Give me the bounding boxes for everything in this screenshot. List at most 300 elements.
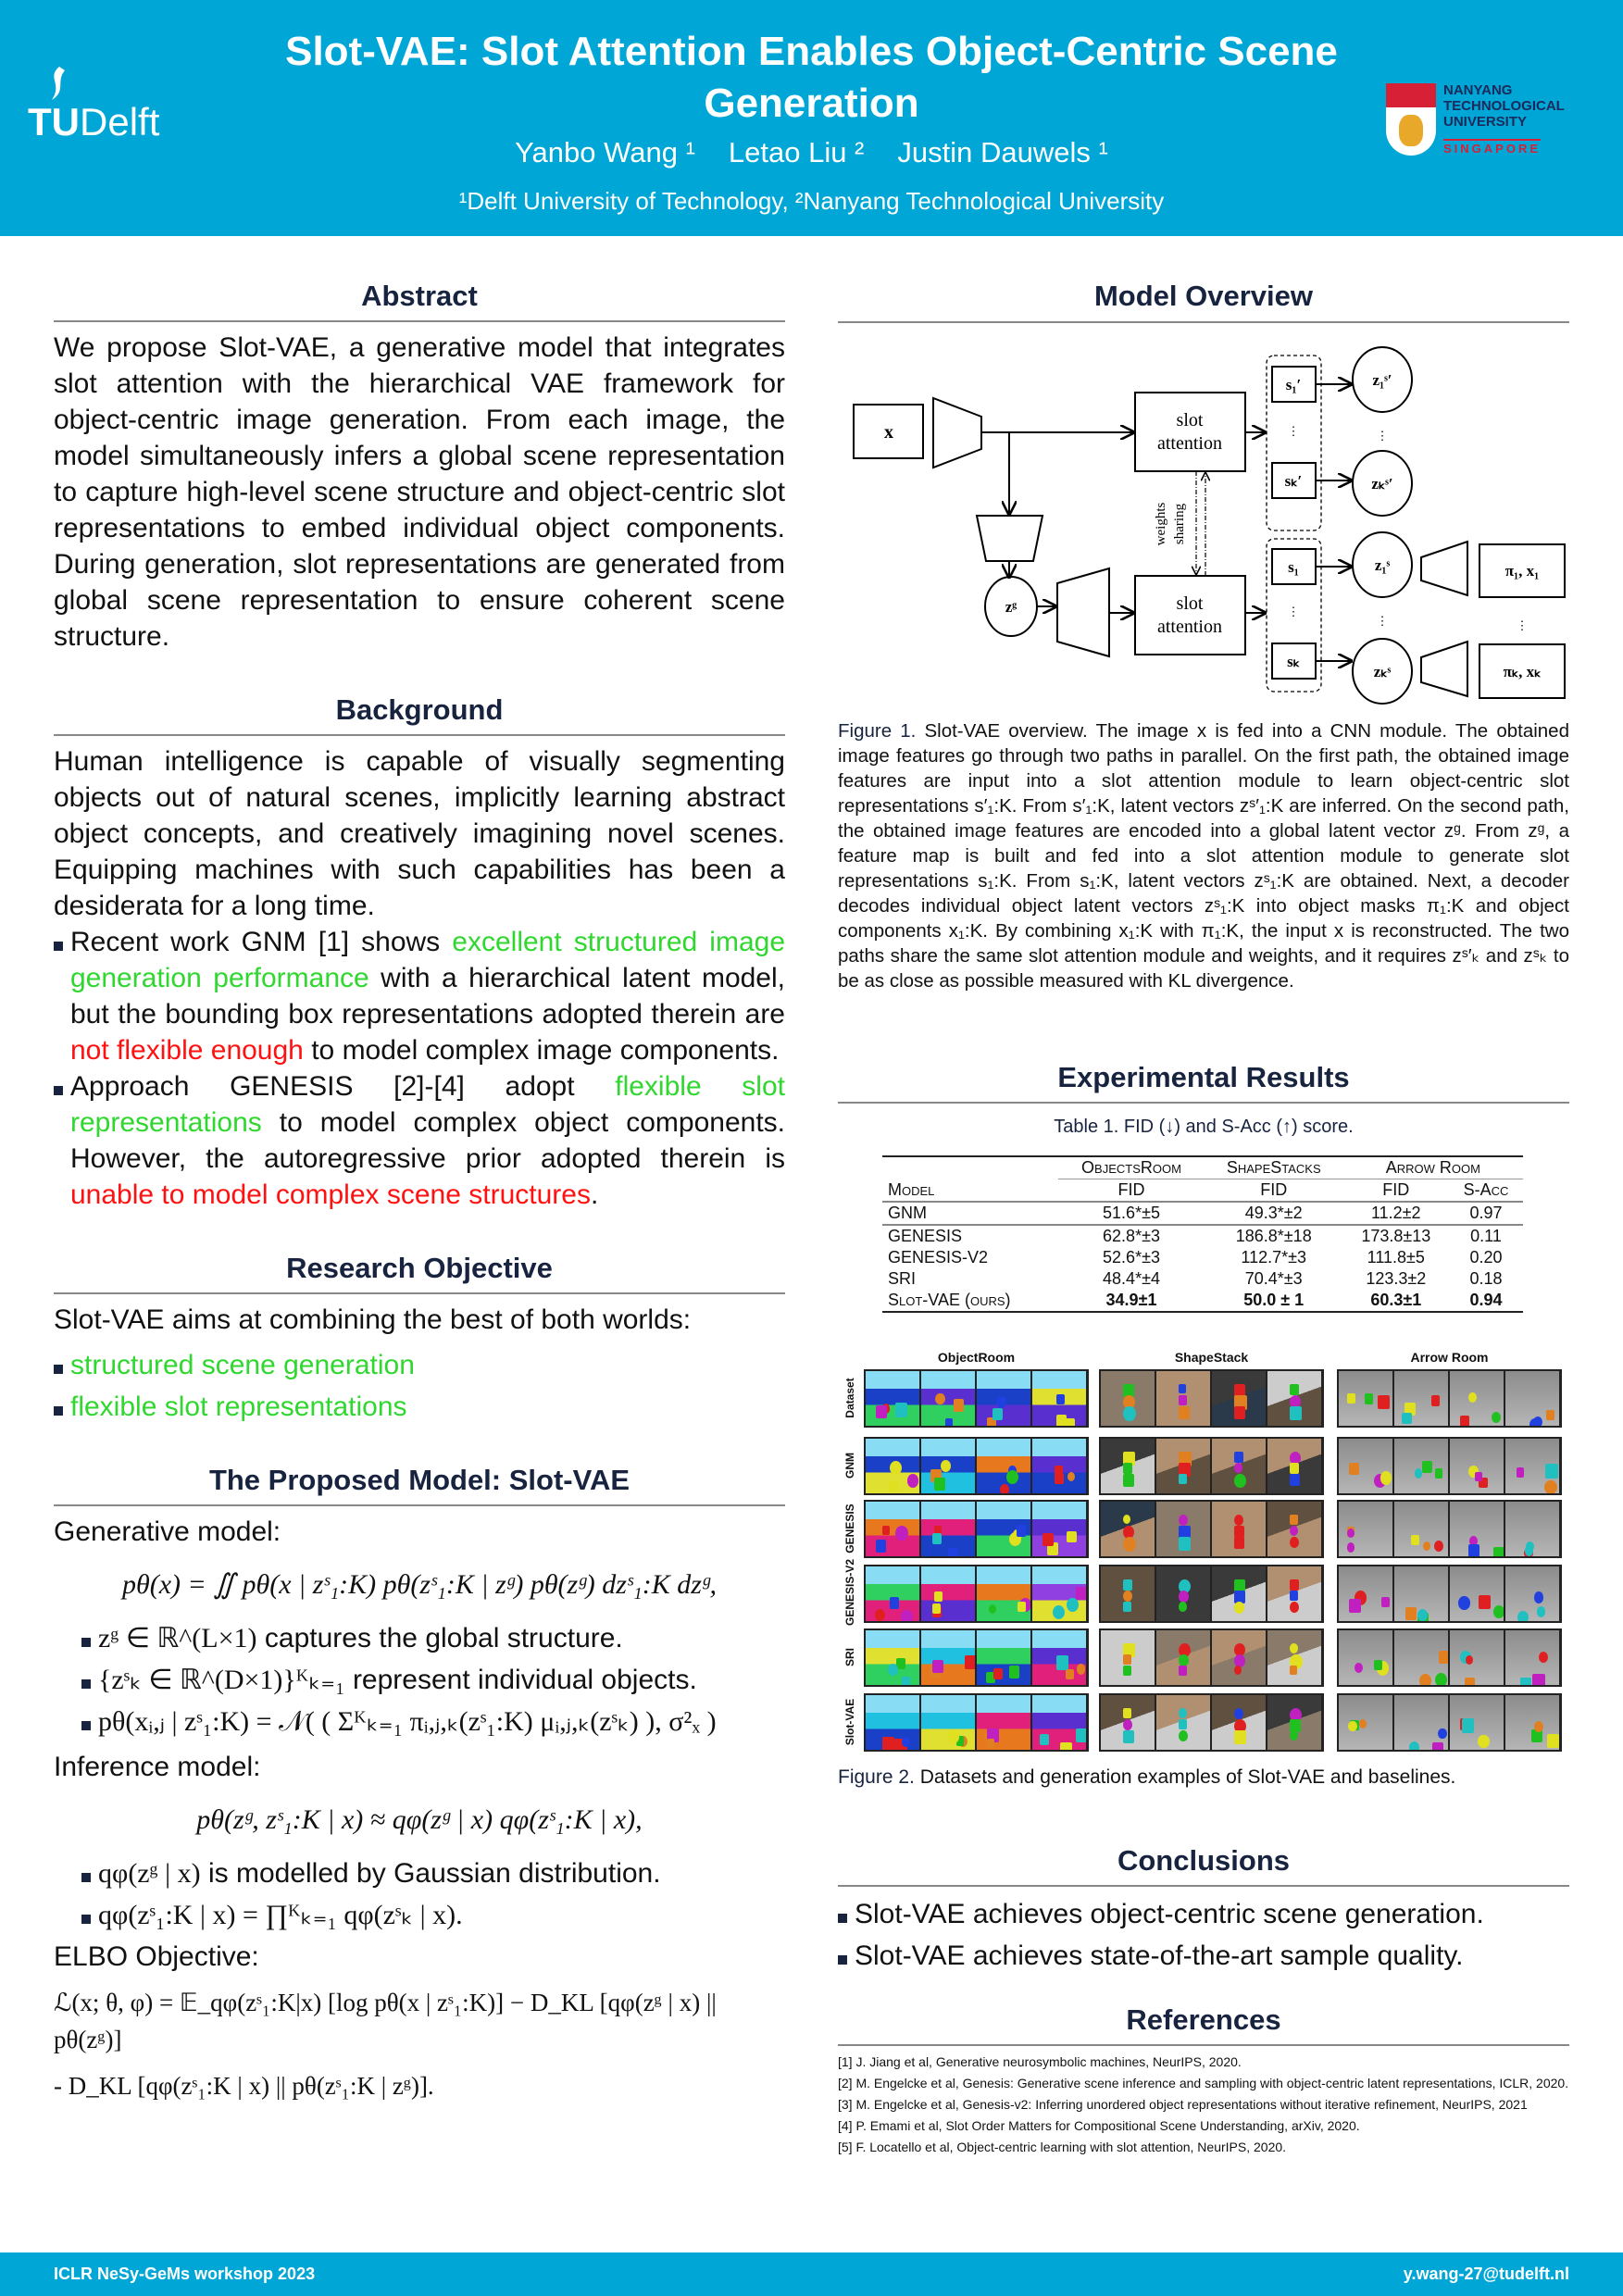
scene-object bbox=[1537, 1606, 1546, 1617]
score-cell: 62.8*±3 bbox=[1103, 1227, 1160, 1245]
divider bbox=[838, 321, 1569, 323]
sample-group bbox=[1099, 1437, 1324, 1495]
scene-object bbox=[1347, 1542, 1355, 1553]
scene-object bbox=[890, 1461, 902, 1475]
sample-image bbox=[1394, 1502, 1450, 1558]
scene-object bbox=[1423, 1541, 1430, 1551]
score-cell: 0.94 bbox=[1469, 1291, 1503, 1309]
ntu-shield-icon bbox=[1386, 83, 1436, 156]
scene-object bbox=[1179, 1654, 1189, 1666]
ntu-logo bbox=[1386, 83, 1590, 157]
model-heading: The Proposed Model: Slot-VAE bbox=[208, 1464, 630, 1496]
scene-object bbox=[1234, 1474, 1246, 1488]
inf-bullet bbox=[81, 1897, 785, 1933]
scene-object bbox=[1077, 1664, 1086, 1675]
sample-group bbox=[864, 1628, 1089, 1687]
math: qφ(zᵍ | x) bbox=[98, 1858, 201, 1889]
scene-object bbox=[1290, 1515, 1298, 1525]
scene-object bbox=[1123, 1515, 1130, 1524]
scene-object bbox=[1290, 1579, 1299, 1591]
sample-group bbox=[864, 1369, 1089, 1428]
scene-object bbox=[1349, 1599, 1361, 1613]
caption-text: Slot-VAE overview. The image x is fed into a CNN module. The obtained image features go through two paths in parallel. On the first path, the obtained image features are input into a slot attention module to learn object-centric slot representations s′₁:K. From s′₁:K, latent vectors zˢ′₁:K are inferred. On the second path, the obtained image features are encoded into a global latent vector zᵍ. From zᵍ, a feature map is built and fed into a slot attention module to generate slot representations s₁:K. From s₁:K, latent vectors zˢ₁:K are obtained. Next, a decoder decodes individual object latent vectors zˢ₁:K into object masks π₁:K and object components x₁:K. By combining x₁:K with π₁:K, the input x is reconstructed. The two paths share the same slot attention module and weights, and it requires zˢ′ₖ and zˢₖ to be as close as possible measured with KL divergence. bbox=[838, 720, 1569, 992]
score-cell: 173.8±13 bbox=[1361, 1227, 1431, 1245]
sample-image bbox=[1505, 1439, 1561, 1495]
scene-object bbox=[1349, 1463, 1358, 1474]
sample-image bbox=[1505, 1371, 1561, 1428]
sample-image bbox=[866, 1439, 921, 1495]
author: Justin Dauwels ¹ bbox=[897, 136, 1108, 168]
scene-object bbox=[1365, 1393, 1374, 1404]
scene-object bbox=[1517, 1611, 1529, 1623]
text: to model complex object components. However, the autoregressive prior adopted therein is bbox=[70, 1107, 785, 1174]
affiliations: ¹Delft University of Technology, ²Nanyang Technological University bbox=[458, 187, 1165, 215]
scene-object bbox=[1056, 1415, 1067, 1427]
author: Yanbo Wang ¹ bbox=[515, 136, 695, 168]
feature-decoder-trapezoid bbox=[1057, 568, 1109, 656]
score-cell: 70.4*±3 bbox=[1244, 1269, 1303, 1288]
sample-image bbox=[921, 1630, 977, 1687]
label-zK: zₖˢ bbox=[1373, 663, 1392, 680]
slot-attention-bottom bbox=[1135, 576, 1245, 655]
label-sK-prime: sₖ′ bbox=[1284, 472, 1303, 490]
scene-object bbox=[1040, 1734, 1048, 1744]
sample-group bbox=[1099, 1693, 1324, 1752]
text: Recent work GNM [1] shows bbox=[70, 927, 453, 957]
sample-image bbox=[1032, 1566, 1088, 1623]
label-zK-prime: zₖˢ′ bbox=[1371, 475, 1393, 493]
column-header: FID bbox=[1382, 1180, 1410, 1199]
objective-bullet: structured scene generation bbox=[54, 1347, 785, 1383]
scene-object bbox=[1179, 1719, 1187, 1729]
column-header: Model bbox=[888, 1179, 935, 1199]
scene-object bbox=[1056, 1655, 1069, 1670]
scene-object bbox=[1532, 1674, 1544, 1687]
scene-object bbox=[1123, 1406, 1136, 1421]
scene-object bbox=[1179, 1384, 1186, 1393]
scene-object bbox=[1460, 1416, 1469, 1427]
scene-object bbox=[895, 1403, 907, 1416]
sample-image bbox=[1267, 1371, 1323, 1428]
scene-object bbox=[901, 1610, 913, 1623]
scene-object bbox=[1547, 1734, 1559, 1748]
results-table bbox=[882, 1155, 1523, 1313]
scene-object bbox=[907, 1474, 919, 1488]
math: pθ(xᵢ,ⱼ | zˢ₁:K) = 𝒩( ( Σᴷₖ₌₁ πᵢ,ⱼ,ₖ(zˢ₁:K) μᵢ,ⱼ,ₖ(zˢₖ) ), σ²ₓ ) bbox=[98, 1706, 717, 1737]
scene-object bbox=[1347, 1393, 1355, 1404]
highlight-green: excellent structured image generation performance bbox=[70, 927, 786, 993]
scene-object bbox=[882, 1526, 890, 1535]
scene-object bbox=[895, 1526, 908, 1541]
table-row bbox=[882, 1225, 1523, 1247]
label-x: x bbox=[884, 422, 893, 443]
sample-image bbox=[1101, 1695, 1156, 1752]
scene-object bbox=[888, 1480, 899, 1493]
scene-object bbox=[1179, 1708, 1187, 1718]
figure-row-label: Dataset bbox=[843, 1377, 856, 1418]
scene-object bbox=[954, 1399, 964, 1411]
scene-object bbox=[875, 1609, 886, 1622]
sample-image bbox=[1267, 1695, 1323, 1752]
text: with a hierarchical latent model, but the bounding box representations adopted therein are bbox=[70, 963, 785, 1029]
background-bullet bbox=[54, 1068, 785, 1213]
sample-image bbox=[1267, 1630, 1323, 1687]
scene-object bbox=[1179, 1666, 1187, 1676]
sample-group bbox=[1337, 1437, 1562, 1495]
sample-image bbox=[921, 1695, 977, 1752]
label-slot: slot bbox=[1176, 593, 1204, 614]
sample-image bbox=[1212, 1695, 1267, 1752]
global-encoder-trapezoid bbox=[977, 516, 1042, 561]
math: zᵍ ∈ ℝ^(L×1) bbox=[98, 1623, 257, 1653]
sample-image bbox=[1450, 1566, 1505, 1623]
sample-image bbox=[1450, 1371, 1505, 1428]
scene-object bbox=[1290, 1602, 1299, 1613]
model-name: GENESIS-V2 bbox=[888, 1248, 989, 1267]
scene-object bbox=[1290, 1666, 1297, 1675]
scene-object bbox=[1006, 1470, 1018, 1484]
scene-object bbox=[1434, 1541, 1443, 1552]
figure-row-label: GENESIS bbox=[843, 1503, 856, 1554]
scene-object bbox=[1381, 1597, 1390, 1607]
sample-group bbox=[1099, 1628, 1324, 1687]
background-heading: Background bbox=[335, 693, 504, 726]
scene-object bbox=[932, 1533, 942, 1544]
scene-object bbox=[1009, 1666, 1019, 1678]
scene-object bbox=[1123, 1719, 1132, 1730]
scene-object bbox=[1493, 1547, 1505, 1558]
scene-object bbox=[1179, 1602, 1187, 1612]
sample-image bbox=[977, 1502, 1032, 1558]
sample-image bbox=[921, 1566, 977, 1623]
sample-image bbox=[1339, 1371, 1394, 1428]
scene-object bbox=[987, 1739, 995, 1749]
scene-object bbox=[1123, 1537, 1136, 1552]
label-slot: slot bbox=[1176, 410, 1204, 430]
scene-object bbox=[1067, 1531, 1077, 1543]
scene-object bbox=[1123, 1708, 1131, 1718]
scene-object bbox=[1466, 1655, 1473, 1665]
figure-column-label: Arrow Room bbox=[1410, 1350, 1489, 1365]
figure-row-label: GNM bbox=[843, 1452, 856, 1479]
scene-object bbox=[1179, 1515, 1188, 1526]
scene-object bbox=[1123, 1654, 1131, 1665]
scene-object bbox=[876, 1405, 887, 1418]
scene-object bbox=[993, 1668, 1003, 1679]
scene-object bbox=[1290, 1463, 1299, 1474]
scene-object bbox=[1290, 1406, 1302, 1420]
scene-object bbox=[882, 1737, 895, 1752]
label-z1-prime: z₁ˢ′ bbox=[1372, 371, 1392, 389]
scene-object bbox=[1520, 1678, 1531, 1687]
scene-object bbox=[1000, 1484, 1009, 1495]
sample-image bbox=[977, 1566, 1032, 1623]
sample-image bbox=[1267, 1566, 1323, 1623]
scene-object bbox=[1234, 1452, 1243, 1463]
math: qφ(zˢ₁:K | x) = ∏ᴷₖ₌₁ qφ(zˢₖ | x). bbox=[98, 1900, 463, 1930]
scene-object bbox=[1123, 1579, 1132, 1591]
sample-image bbox=[1267, 1502, 1323, 1558]
scene-object bbox=[902, 1737, 910, 1747]
sample-image bbox=[866, 1371, 921, 1428]
scene-object bbox=[1359, 1719, 1367, 1728]
references-list bbox=[838, 2053, 1569, 2156]
sample-image bbox=[1505, 1630, 1561, 1687]
objective-heading: Research Objective bbox=[286, 1252, 553, 1284]
scene-object bbox=[1234, 1708, 1243, 1719]
sample-image bbox=[977, 1630, 1032, 1687]
scene-object bbox=[1290, 1384, 1299, 1395]
text: to model complex image components. bbox=[303, 1035, 780, 1066]
score-cell: 186.8*±18 bbox=[1235, 1227, 1312, 1245]
scene-object bbox=[1493, 1605, 1504, 1618]
score-cell: 34.9±1 bbox=[1105, 1291, 1157, 1309]
scene-object bbox=[1439, 1651, 1449, 1663]
sample-image bbox=[1450, 1695, 1505, 1752]
figure-column-label: ShapeStack bbox=[1174, 1350, 1249, 1365]
scene-object bbox=[1053, 1605, 1065, 1619]
elbo-equation-cont: - D_KL [qφ(zˢ₁:K | x) || pθ(zˢ₁:K | zᵍ)]. bbox=[54, 2072, 434, 2100]
abstract-heading: Abstract bbox=[361, 280, 478, 312]
sample-image bbox=[1032, 1439, 1088, 1495]
poster-title: Slot-VAE: Slot Attention Enables Object-Centric Scene Generation bbox=[285, 29, 1338, 126]
score-cell: 112.7*±3 bbox=[1241, 1248, 1307, 1267]
sample-image bbox=[866, 1695, 921, 1752]
sample-image bbox=[1339, 1502, 1394, 1558]
conclusions-heading: Conclusions bbox=[1117, 1844, 1290, 1877]
text: . bbox=[590, 1179, 599, 1210]
scene-object bbox=[1529, 1418, 1541, 1428]
scene-object bbox=[1355, 1663, 1363, 1673]
label-sharing: sharing bbox=[1172, 503, 1187, 545]
sample-group bbox=[1337, 1628, 1562, 1687]
reference-item: [5] F. Locatello et al, Object-centric learning with slot attention, NeurIPS, 2020. bbox=[838, 2140, 1287, 2154]
scene-object bbox=[1411, 1535, 1419, 1545]
reference-item: [4] P. Emami et al, Slot Order Matters for Compositional Scene Understanding, arXiv, 2020. bbox=[838, 2118, 1360, 2133]
scene-object bbox=[1479, 1595, 1491, 1609]
conclusion-item: Slot-VAE achieves object-centric scene generation. bbox=[838, 1896, 1569, 1932]
results-heading: Experimental Results bbox=[1057, 1061, 1350, 1093]
sample-image bbox=[1394, 1695, 1450, 1752]
scene-object bbox=[1290, 1474, 1300, 1486]
sample-image bbox=[1394, 1566, 1450, 1623]
sample-image bbox=[1212, 1371, 1267, 1428]
scene-object bbox=[1431, 1395, 1441, 1406]
background-bullet bbox=[54, 924, 785, 1068]
sample-image bbox=[1156, 1502, 1212, 1558]
label-zg: zᵍ bbox=[1005, 598, 1017, 616]
reference-item: [3] M. Engelcke et al, Genesis-v2: Inferring unordered object representations without iterative refinement, NeurIPS, 2021 bbox=[838, 2097, 1528, 2112]
label-weights: weights bbox=[1154, 502, 1168, 546]
sample-group bbox=[864, 1437, 1089, 1495]
scene-object bbox=[1179, 1730, 1188, 1741]
score-cell: 51.6*±5 bbox=[1103, 1204, 1160, 1222]
sample-image bbox=[1032, 1502, 1088, 1558]
sample-image bbox=[1212, 1630, 1267, 1687]
sample-image bbox=[977, 1439, 1032, 1495]
right-bottom-column bbox=[838, 1842, 1569, 2160]
sample-image bbox=[866, 1630, 921, 1687]
sample-image bbox=[1450, 1439, 1505, 1495]
sample-group bbox=[1099, 1369, 1324, 1428]
figure2-caption bbox=[838, 1766, 1569, 1789]
scene-object bbox=[1123, 1474, 1134, 1487]
generative-label: Generative model: bbox=[54, 1516, 281, 1547]
scene-object bbox=[1234, 1526, 1244, 1538]
sample-image bbox=[977, 1371, 1032, 1428]
text: is modelled by Gaussian distribution. bbox=[200, 1858, 661, 1889]
sample-image bbox=[1212, 1566, 1267, 1623]
scene-object bbox=[1378, 1395, 1390, 1409]
score-cell: 11.2±2 bbox=[1370, 1204, 1421, 1222]
scene-object bbox=[1546, 1410, 1554, 1420]
score-cell: 0.97 bbox=[1469, 1204, 1503, 1222]
scene-object bbox=[1234, 1515, 1243, 1526]
sample-image bbox=[1267, 1439, 1323, 1495]
svg-text:⋮: ⋮ bbox=[1376, 614, 1389, 628]
elbo-equation: ℒ(x; θ, φ) = 𝔼_qφ(zˢ₁:K|x) [log pθ(x | zˢ₁:K)] − D_KL [qφ(zᵍ | x) || pθ(zᵍ)] bbox=[54, 1989, 717, 2053]
logo-line: NANYANG bbox=[1443, 82, 1513, 98]
generative-equation: pθ(x) = ∬ pθ(x | zˢ₁:K) pθ(zˢ₁:K | zᵍ) pθ(zᵍ) dzˢ₁:K dzᵍ, bbox=[122, 1569, 717, 1600]
table-row bbox=[882, 1247, 1523, 1268]
inf-bullet bbox=[81, 1855, 785, 1891]
scene-object bbox=[1380, 1471, 1392, 1485]
scene-object bbox=[1076, 1587, 1087, 1600]
inference-equation: pθ(zᵍ, zˢ₁:K | x) ≈ qφ(zᵍ | x) qφ(zˢ₁:K | x), bbox=[196, 1804, 643, 1835]
scene-object bbox=[1067, 1598, 1079, 1612]
math: {zˢₖ ∈ ℝ^(D×1)}ᴷₖ₌₁ bbox=[98, 1665, 345, 1695]
scene-object bbox=[1123, 1666, 1131, 1676]
scene-object bbox=[1123, 1602, 1131, 1612]
scene-object bbox=[996, 1396, 1006, 1408]
figure-row-label: SRI bbox=[843, 1647, 856, 1666]
scene-object bbox=[888, 1664, 898, 1676]
figure-column-label: ObjectRoom bbox=[937, 1350, 1016, 1365]
scene-object bbox=[1234, 1463, 1242, 1473]
table-caption: Table 1. FID (↓) and S-Acc (↑) score. bbox=[1054, 1117, 1354, 1137]
svg-text:⋮: ⋮ bbox=[1376, 429, 1389, 443]
scene-object bbox=[1432, 1742, 1443, 1752]
divider bbox=[54, 734, 785, 736]
sample-image bbox=[866, 1566, 921, 1623]
gen-bullet bbox=[81, 1662, 785, 1698]
highlight-red: not flexible enough bbox=[70, 1035, 304, 1066]
label-output-K: πₖ, xₖ bbox=[1503, 663, 1542, 680]
highlight-red: unable to model complex scene structures bbox=[70, 1179, 591, 1210]
scene-object bbox=[1234, 1406, 1245, 1419]
conclusion-item: Slot-VAE achieves state-of-the-art sample quality. bbox=[838, 1938, 1569, 1974]
svg-text:⋮: ⋮ bbox=[1287, 605, 1300, 618]
group-header: Arrow Room bbox=[1343, 1156, 1523, 1179]
scene-object bbox=[1409, 1741, 1419, 1752]
scene-object bbox=[934, 1591, 943, 1602]
reference-item: [1] J. Jiang et al, Generative neurosymbolic machines, NeurIPS, 2020. bbox=[838, 2054, 1242, 2069]
score-cell: 50.0 ± 1 bbox=[1243, 1291, 1305, 1309]
divider bbox=[838, 1885, 1569, 1887]
sample-image bbox=[1156, 1630, 1212, 1687]
sample-image bbox=[1339, 1695, 1394, 1752]
model-name: GNM bbox=[888, 1204, 927, 1222]
scene-object bbox=[1417, 1609, 1428, 1621]
sample-group bbox=[1099, 1500, 1324, 1558]
label-attention: attention bbox=[1157, 433, 1222, 454]
scene-object bbox=[1534, 1591, 1544, 1603]
scene-object bbox=[1468, 1544, 1479, 1557]
background-text: Human intelligence is capable of visually segmenting objects out of natural scenes, implicitly learning abstract object concepts, and creatively imagining novel scenes. Equipping machines with such capabilities has been a desiderata for a long time. bbox=[54, 746, 785, 921]
scene-object bbox=[1462, 1718, 1474, 1732]
score-cell: 48.4*±4 bbox=[1103, 1269, 1160, 1288]
scene-object bbox=[1290, 1526, 1298, 1536]
scene-object bbox=[1179, 1591, 1189, 1603]
scene-object bbox=[945, 1418, 954, 1428]
sample-image bbox=[1212, 1502, 1267, 1558]
scene-object bbox=[965, 1655, 977, 1669]
svg-text:⋮: ⋮ bbox=[1287, 424, 1300, 438]
sample-group bbox=[1337, 1500, 1562, 1558]
column-header: S-Acc bbox=[1463, 1180, 1509, 1199]
sample-image bbox=[1032, 1371, 1088, 1428]
logo-line: SINGAPORE bbox=[1443, 139, 1541, 156]
sample-image bbox=[1156, 1439, 1212, 1495]
scene-object bbox=[1123, 1591, 1132, 1602]
scene-object bbox=[1290, 1591, 1298, 1601]
caption-label: Figure 1. bbox=[838, 720, 917, 742]
sample-image bbox=[1394, 1371, 1450, 1428]
objective-text: Slot-VAE aims at combining the best of both worlds: bbox=[54, 1304, 692, 1335]
scene-object bbox=[902, 1677, 910, 1687]
label-s1: s₁ bbox=[1288, 558, 1299, 576]
scene-object bbox=[993, 1408, 1003, 1420]
scene-object bbox=[1545, 1464, 1558, 1479]
sample-image bbox=[1339, 1439, 1394, 1495]
scene-object bbox=[1475, 1472, 1482, 1481]
model-diagram bbox=[833, 343, 1592, 713]
references-heading: References bbox=[1126, 2003, 1281, 2036]
label-z1: z₁ˢ bbox=[1374, 556, 1391, 574]
sample-group bbox=[864, 1500, 1089, 1558]
scene-object bbox=[948, 1730, 958, 1742]
divider bbox=[838, 1102, 1569, 1104]
footer-email[interactable]: y.wang-27@tudelft.nl bbox=[1403, 2265, 1569, 2283]
label-attention: attention bbox=[1157, 617, 1222, 637]
group-header: ShapeStacks bbox=[1205, 1156, 1343, 1179]
scene-object bbox=[1419, 1674, 1431, 1687]
reference-item: [2] M. Engelcke et al, Genesis: Generative scene inference and sampling with object-centric latent representations, ICLR, 2020. bbox=[838, 2076, 1569, 2090]
logo-tu: TU bbox=[28, 100, 80, 144]
sample-group bbox=[1337, 1693, 1562, 1752]
sample-image bbox=[1101, 1566, 1156, 1623]
model-name: SRI bbox=[888, 1269, 917, 1288]
scene-object bbox=[1290, 1730, 1298, 1741]
sample-group bbox=[1337, 1369, 1562, 1428]
scene-object bbox=[1042, 1533, 1055, 1547]
scene-object bbox=[1234, 1666, 1242, 1675]
scene-object bbox=[1179, 1474, 1187, 1484]
objective-bullet: flexible slot representations bbox=[54, 1389, 785, 1425]
table-row bbox=[882, 1290, 1523, 1312]
logo-line: UNIVERSITY bbox=[1443, 114, 1528, 130]
score-cell: 111.8±5 bbox=[1367, 1248, 1425, 1267]
elbo-label: ELBO Objective: bbox=[54, 1941, 259, 1972]
sample-image bbox=[1032, 1630, 1088, 1687]
score-cell: 123.3±2 bbox=[1366, 1269, 1427, 1288]
left-column bbox=[54, 278, 785, 2114]
sample-image bbox=[1339, 1566, 1394, 1623]
sample-image bbox=[1505, 1695, 1561, 1752]
divider bbox=[54, 320, 785, 322]
score-cell: 0.20 bbox=[1469, 1248, 1503, 1267]
sample-image bbox=[1156, 1371, 1212, 1428]
